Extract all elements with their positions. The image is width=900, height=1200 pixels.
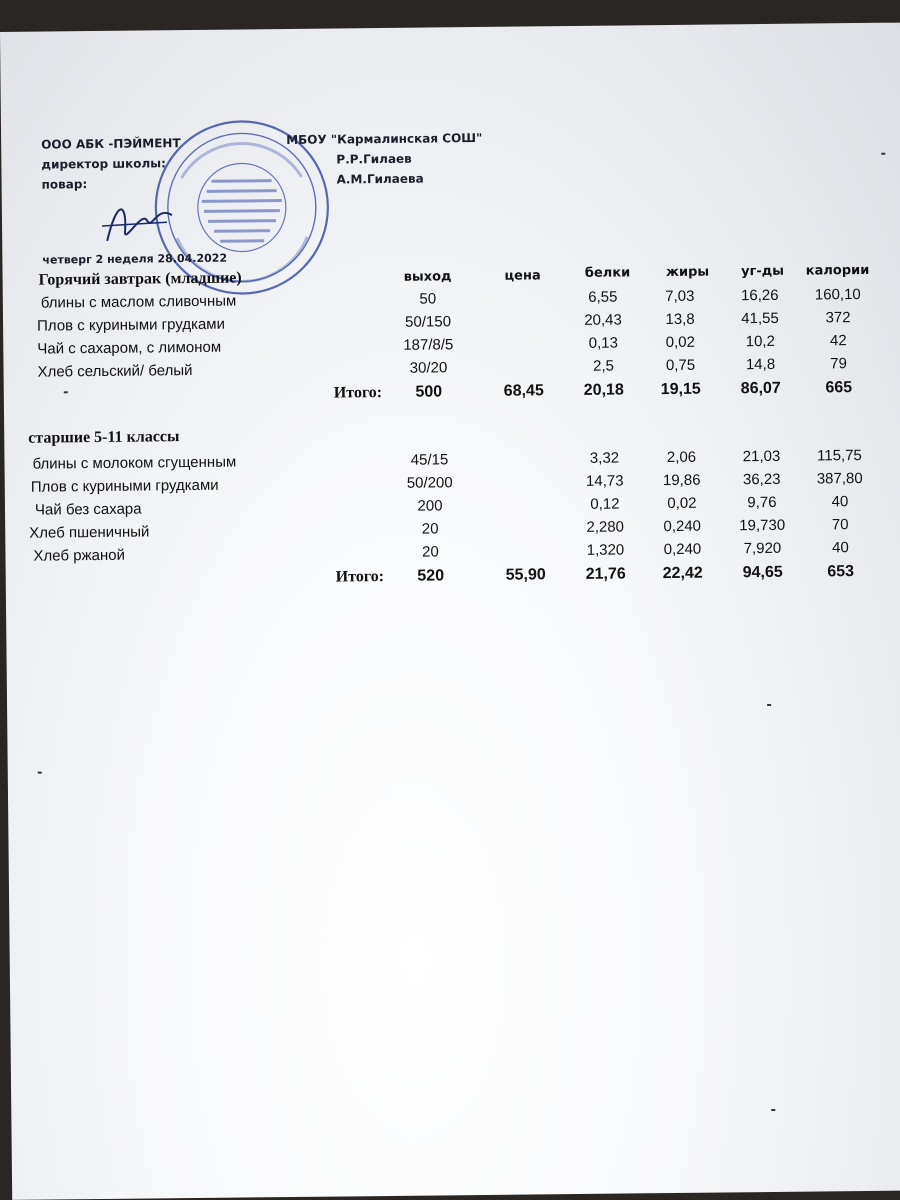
table-cell-fat: 13,8: [665, 310, 695, 329]
table-cell-fat: 0,240: [663, 517, 702, 536]
table-cell-carbs: 21,03: [742, 447, 781, 466]
total-label: Итого:: [335, 568, 385, 586]
table-cell-price: [480, 473, 570, 474]
table-cell-price: [479, 450, 569, 451]
col-header-carbs: уг-ды: [741, 263, 785, 280]
table-cell-carbs: 9,76: [747, 493, 777, 512]
col-header-kcal: калории: [805, 262, 870, 279]
total-kcal: 665: [825, 379, 853, 397]
table-cell-price: [480, 496, 570, 497]
speck: [38, 772, 42, 774]
table-row-name: Хлеб ржаной: [33, 546, 125, 565]
speck: [767, 704, 771, 706]
org-right: МБОУ "Кармалинская СОШ": [286, 130, 483, 148]
table-cell-out: 20: [421, 520, 439, 538]
table-cell-protein: 0,12: [590, 495, 620, 513]
table-cell-kcal: 79: [830, 355, 847, 373]
table-row-name: блины с маслом сливочным: [40, 292, 237, 312]
total-protein: 20,18: [583, 381, 624, 399]
table-cell-out: 45/15: [410, 451, 449, 469]
table-cell-protein: 14,73: [585, 472, 624, 490]
total-price: 55,90: [505, 566, 546, 584]
table-cell-carbs: 14,8: [745, 355, 776, 374]
col-header-out: выход: [403, 269, 452, 285]
table-cell-fat: 0,240: [663, 540, 702, 559]
org-left: ООО АБК -ПЭЙМЕНТ: [41, 136, 181, 152]
table-cell-price: [480, 519, 570, 520]
signature: [97, 190, 178, 251]
table-cell-protein: 3,32: [589, 449, 620, 467]
director-name: Р.Р.Гилаев: [336, 151, 412, 167]
total-kcal: 653: [827, 563, 855, 581]
table-cell-out: 50: [419, 290, 437, 308]
table-cell-protein: 2,280: [586, 518, 625, 536]
table-cell-kcal: 40: [832, 539, 849, 557]
table-cell-out: 200: [417, 497, 443, 515]
table-cell-price: [478, 335, 568, 336]
table-cell-fat: 2,06: [666, 448, 697, 467]
table-cell-out: 50/150: [405, 313, 452, 331]
table-cell-out: 187/8/5: [403, 336, 454, 354]
table-cell-kcal: 42: [829, 332, 847, 350]
table-cell-out: 50/200: [406, 474, 453, 492]
total-fat: 22,42: [662, 564, 703, 583]
col-header-price: цена: [504, 268, 541, 284]
table-cell-fat: 19,86: [662, 471, 701, 490]
total-label: Итого:: [333, 384, 383, 402]
senior-section-title: старшие 5-11 классы: [28, 428, 180, 447]
table-row-name: Плов с куриными грудками: [36, 315, 226, 335]
table-row-name: Хлеб пшеничный: [29, 523, 150, 542]
col-header-protein: белки: [584, 265, 631, 281]
junior-section-title: Горячий завтрак (младшие): [38, 269, 242, 289]
table-row-name: Хлеб сельский/ белый: [37, 362, 193, 381]
table-row-name: Чай без сахара: [34, 500, 142, 519]
total-carbs: 94,65: [742, 563, 783, 582]
table-row-name: блины с молоком сгущенным: [32, 453, 237, 473]
table-cell-carbs: 19,730: [739, 516, 786, 535]
table-cell-kcal: 70: [831, 516, 849, 534]
table-cell-protein: 1,320: [586, 541, 625, 559]
table-cell-carbs: 36,23: [742, 470, 781, 489]
total-out: 520: [417, 567, 445, 585]
table-cell-fat: 0,75: [665, 356, 696, 375]
total-fat: 19,15: [660, 380, 701, 399]
speck: [881, 153, 885, 155]
table-cell-fat: 0,02: [667, 494, 697, 513]
table-cell-out: 20: [422, 543, 439, 561]
col-header-fat: жиры: [665, 264, 710, 281]
table-cell-carbs: 10,2: [745, 332, 775, 351]
director-label: директор школы:: [41, 156, 166, 172]
table-cell-price: [478, 312, 568, 313]
total-out: 500: [415, 383, 443, 401]
table-cell-price: [480, 542, 570, 543]
table-cell-carbs: 7,920: [743, 539, 782, 558]
table-cell-protein: 20,43: [584, 311, 622, 329]
total-carbs: 86,07: [740, 379, 781, 398]
speck: [771, 1109, 775, 1111]
table-cell-carbs: 16,26: [740, 286, 779, 305]
day-line: четверг 2 неделя 28.04.2022: [42, 251, 228, 267]
cook-name: А.М.Гилаева: [336, 171, 424, 187]
total-price: 68,45: [503, 382, 544, 400]
table-cell-fat: 7,03: [665, 287, 695, 306]
table-cell-kcal: 160,10: [814, 286, 861, 304]
total-protein: 21,76: [585, 565, 626, 583]
table-cell-out: 30/20: [409, 359, 448, 377]
table-cell-protein: 6,55: [588, 288, 618, 306]
table-cell-protein: 0,13: [588, 334, 618, 352]
table-cell-kcal: 387,80: [816, 469, 863, 488]
table-row-name: Чай с сахаром, с лимоном: [37, 338, 222, 358]
table-cell-protein: 2,5: [593, 357, 615, 375]
table-row-name: Плов с куриными грудками: [30, 476, 219, 496]
table-cell-kcal: 40: [831, 493, 849, 511]
cook-label: повар:: [41, 177, 88, 192]
table-cell-fat: 0,02: [665, 333, 695, 352]
table-cell-carbs: 41,55: [741, 309, 779, 328]
table-cell-price: [478, 289, 568, 290]
document-page: [0, 23, 900, 1200]
speck: [64, 391, 68, 393]
table-cell-kcal: 372: [825, 309, 851, 327]
table-cell-kcal: 115,75: [817, 446, 862, 465]
table-cell-price: [478, 358, 568, 359]
